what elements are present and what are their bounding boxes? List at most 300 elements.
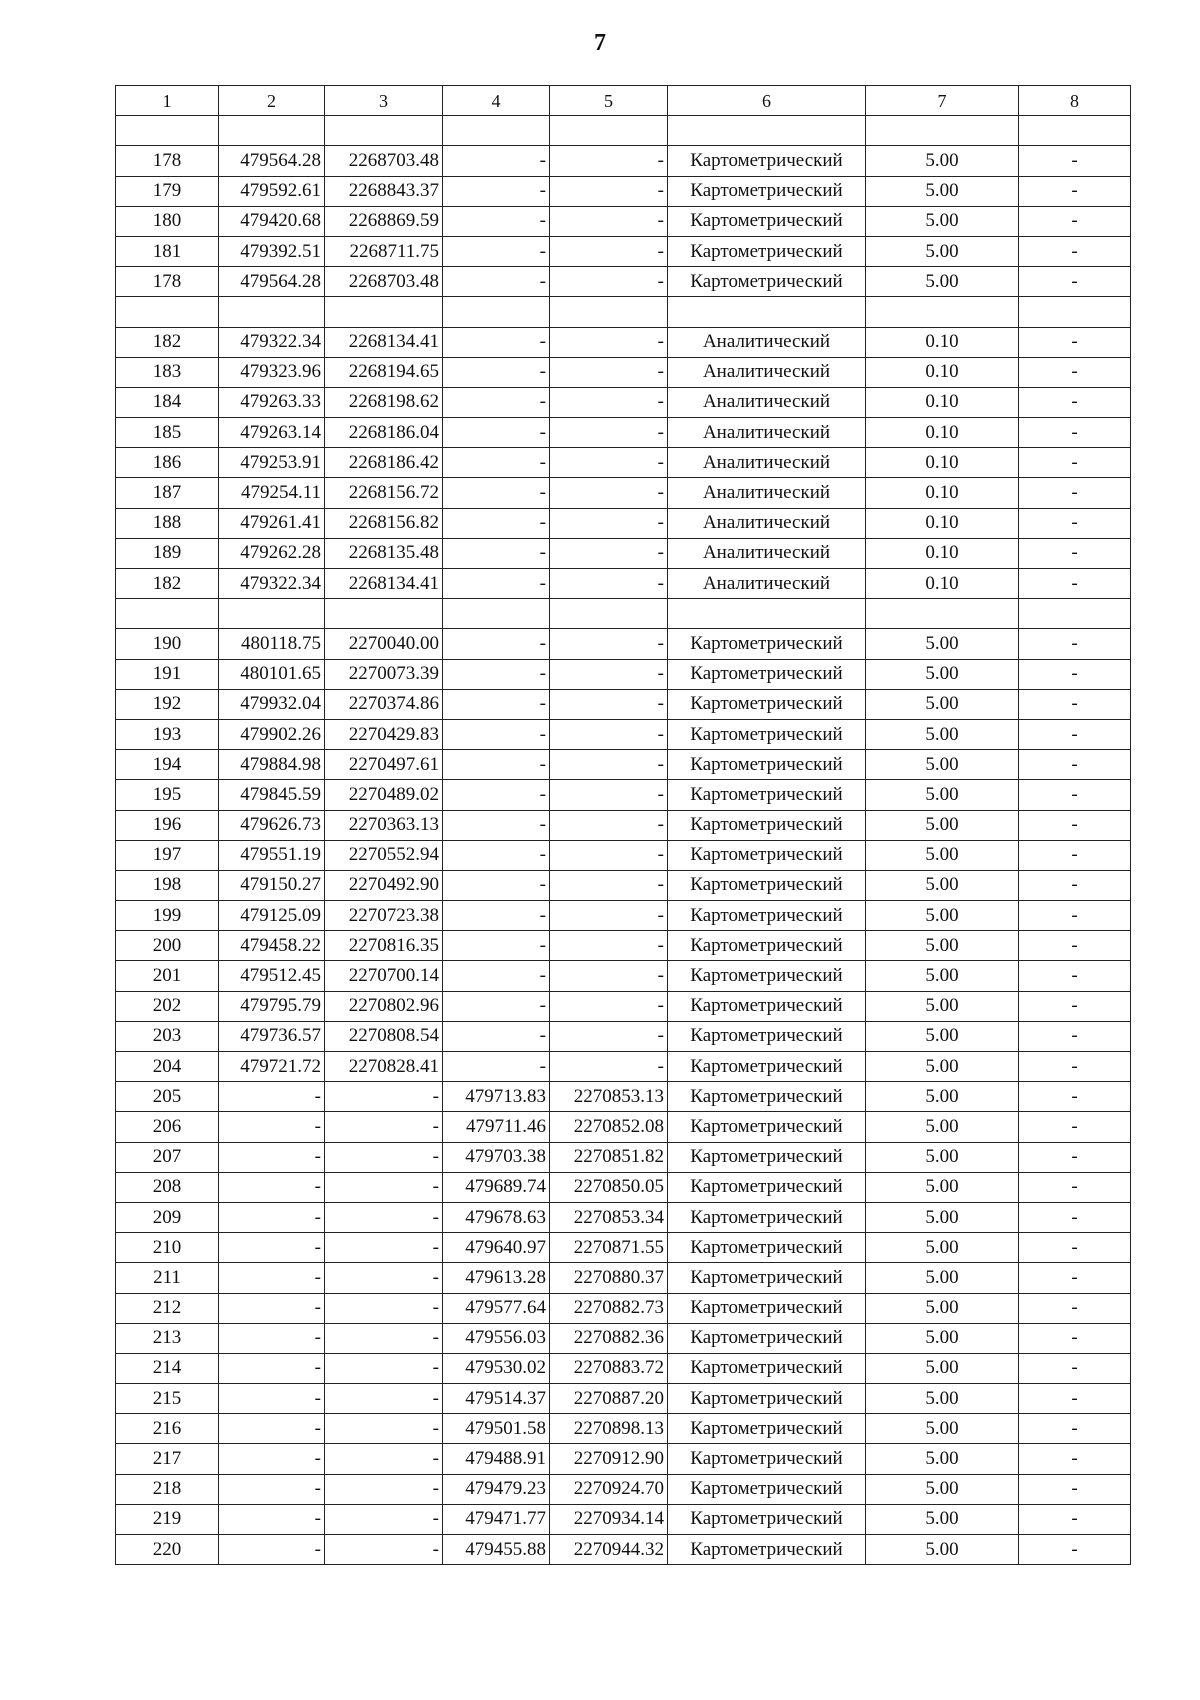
table-row <box>116 1142 1131 1172</box>
table-cell: Картометрический <box>668 1263 866 1293</box>
table-cell: 2270883.72 <box>550 1353 668 1383</box>
table-cell: 2270492.90 <box>325 870 443 900</box>
table-cell: - <box>550 206 668 236</box>
table-row <box>116 991 1131 1021</box>
table-cell: 5.00 <box>866 1052 1019 1082</box>
table-cell: Картометрический <box>668 1082 866 1112</box>
table-cell: 479736.57 <box>219 1021 325 1051</box>
table-cell: - <box>1019 1353 1131 1383</box>
table-cell <box>1019 599 1131 629</box>
table-cell: 2268194.65 <box>325 357 443 387</box>
table-cell: - <box>219 1112 325 1142</box>
table-cell <box>866 297 1019 327</box>
table-cell: 2270802.96 <box>325 991 443 1021</box>
table-cell: 0.10 <box>866 448 1019 478</box>
table-cell: 5.00 <box>866 1353 1019 1383</box>
table-cell: Картометрический <box>668 901 866 931</box>
table-cell: 2270497.61 <box>325 750 443 780</box>
table-cell: - <box>443 478 550 508</box>
table-cell: - <box>1019 1414 1131 1444</box>
table-cell: 185 <box>116 418 219 448</box>
table-row <box>116 1353 1131 1383</box>
table-cell: 5.00 <box>866 1112 1019 1142</box>
table-cell: 194 <box>116 750 219 780</box>
table-cell: 5.00 <box>866 1535 1019 1565</box>
table-cell: - <box>1019 689 1131 719</box>
table-cell: - <box>219 1233 325 1263</box>
table-cell <box>443 297 550 327</box>
table-cell: - <box>325 1474 443 1504</box>
table-cell: 479501.58 <box>443 1414 550 1444</box>
table-cell: - <box>443 1052 550 1082</box>
table-cell: Аналитический <box>668 569 866 599</box>
table-cell: 479678.63 <box>443 1202 550 1232</box>
table-cell: - <box>1019 1112 1131 1142</box>
table-cell: Картометрический <box>668 206 866 236</box>
table-row <box>116 1293 1131 1323</box>
table-cell: 203 <box>116 1021 219 1051</box>
table-cell: - <box>443 176 550 206</box>
table-row <box>116 1414 1131 1444</box>
table-cell: Картометрический <box>668 1142 866 1172</box>
table-cell: - <box>1019 961 1131 991</box>
table-cell: 5.00 <box>866 1082 1019 1112</box>
table-cell: 5.00 <box>866 206 1019 236</box>
table-cell: - <box>1019 508 1131 538</box>
table-cell: 2270944.32 <box>550 1535 668 1565</box>
table-cell: 5.00 <box>866 780 1019 810</box>
table-cell: - <box>325 1202 443 1232</box>
table-cell: 179 <box>116 176 219 206</box>
table-cell: - <box>1019 1504 1131 1534</box>
table-cell: - <box>325 1293 443 1323</box>
table-cell: 5.00 <box>866 1414 1019 1444</box>
table-cell: 5.00 <box>866 810 1019 840</box>
table-cell: 479577.64 <box>443 1293 550 1323</box>
table-cell: - <box>325 1444 443 1474</box>
table-cell: - <box>1019 1142 1131 1172</box>
table-cell: 479479.23 <box>443 1474 550 1504</box>
table-cell: 479564.28 <box>219 267 325 297</box>
table-cell: - <box>443 569 550 599</box>
table-cell: 479884.98 <box>219 750 325 780</box>
table-cell: Картометрический <box>668 931 866 961</box>
table-cell: Картометрический <box>668 1052 866 1082</box>
table-row <box>116 176 1131 206</box>
table-cell: - <box>550 1052 668 1082</box>
table-cell: 2270882.73 <box>550 1293 668 1323</box>
table-cell: - <box>1019 538 1131 568</box>
table-cell: - <box>550 418 668 448</box>
table-cell: 0.10 <box>866 508 1019 538</box>
table-cell: 2268186.42 <box>325 448 443 478</box>
table-cell: Картометрический <box>668 1172 866 1202</box>
table-cell: 193 <box>116 719 219 749</box>
table-row <box>116 267 1131 297</box>
table-cell: Картометрический <box>668 1414 866 1444</box>
table-cell: 479392.51 <box>219 236 325 266</box>
table-cell: - <box>325 1142 443 1172</box>
table-cell: - <box>443 357 550 387</box>
table-row <box>116 689 1131 719</box>
table-cell: 5.00 <box>866 1323 1019 1353</box>
table-cell: - <box>443 780 550 810</box>
table-cell: 199 <box>116 901 219 931</box>
table-cell: 178 <box>116 267 219 297</box>
table-cell: - <box>1019 478 1131 508</box>
table-cell: - <box>1019 991 1131 1021</box>
table-cell: 2268703.48 <box>325 267 443 297</box>
table-cell: - <box>325 1353 443 1383</box>
table-cell: 2268156.72 <box>325 478 443 508</box>
table-cell: Картометрический <box>668 1021 866 1051</box>
table-cell: - <box>1019 1233 1131 1263</box>
table-cell: - <box>1019 418 1131 448</box>
table-cell: 5.00 <box>866 961 1019 991</box>
column-header-2: 2 <box>219 86 325 116</box>
table-cell: 2270853.13 <box>550 1082 668 1112</box>
table-cell: 2268843.37 <box>325 176 443 206</box>
table-cell: 2270851.82 <box>550 1142 668 1172</box>
table-cell: 0.10 <box>866 327 1019 357</box>
table-cell: - <box>219 1293 325 1323</box>
table-cell: - <box>443 991 550 1021</box>
table-row <box>116 538 1131 568</box>
table-cell: - <box>325 1384 443 1414</box>
table-cell: - <box>1019 870 1131 900</box>
table-cell: Картометрический <box>668 1323 866 1353</box>
table-cell: - <box>1019 1444 1131 1474</box>
table-cell: Картометрический <box>668 1112 866 1142</box>
table-cell: - <box>443 146 550 176</box>
table-cell: 479613.28 <box>443 1263 550 1293</box>
table-cell: Картометрический <box>668 750 866 780</box>
table-cell <box>443 116 550 146</box>
table-cell: 198 <box>116 870 219 900</box>
table-row <box>116 1474 1131 1504</box>
table-cell: 191 <box>116 659 219 689</box>
table-cell: 479556.03 <box>443 1323 550 1353</box>
table-cell: - <box>443 931 550 961</box>
table-cell: - <box>550 689 668 719</box>
table-cell: - <box>219 1504 325 1534</box>
table-cell: - <box>1019 448 1131 478</box>
table-cell: - <box>325 1504 443 1534</box>
table-cell: 479263.14 <box>219 418 325 448</box>
table-cell: Картометрический <box>668 1353 866 1383</box>
table-cell: - <box>443 267 550 297</box>
table-cell <box>116 599 219 629</box>
table-cell: 2268135.48 <box>325 538 443 568</box>
table-cell: 0.10 <box>866 538 1019 568</box>
table-cell: - <box>1019 659 1131 689</box>
table-row <box>116 1202 1131 1232</box>
table-cell: 5.00 <box>866 1474 1019 1504</box>
table-cell: - <box>1019 357 1131 387</box>
table-cell: - <box>443 719 550 749</box>
table-row <box>116 327 1131 357</box>
table-cell: - <box>219 1323 325 1353</box>
table-cell: 217 <box>116 1444 219 1474</box>
table-cell: 479471.77 <box>443 1504 550 1534</box>
table-cell <box>550 297 668 327</box>
table-cell: 479261.41 <box>219 508 325 538</box>
table-cell: 208 <box>116 1172 219 1202</box>
column-header-8: 8 <box>1019 86 1131 116</box>
table-cell: 2268134.41 <box>325 327 443 357</box>
table-cell: 178 <box>116 146 219 176</box>
table-cell: 5.00 <box>866 840 1019 870</box>
table-cell: 190 <box>116 629 219 659</box>
table-row <box>116 478 1131 508</box>
table-cell: 201 <box>116 961 219 991</box>
table-cell: - <box>1019 1293 1131 1323</box>
table-cell: - <box>443 327 550 357</box>
table-cell: 2268703.48 <box>325 146 443 176</box>
table-cell: Картометрический <box>668 1293 866 1323</box>
table-cell: 209 <box>116 1202 219 1232</box>
table-cell: Картометрический <box>668 176 866 206</box>
table-cell: 479458.22 <box>219 931 325 961</box>
table-cell: - <box>1019 750 1131 780</box>
table-cell: - <box>1019 176 1131 206</box>
table-cell: 480118.75 <box>219 629 325 659</box>
table-cell: - <box>1019 236 1131 266</box>
table-cell: - <box>1019 1172 1131 1202</box>
table-cell: - <box>443 418 550 448</box>
table-cell: 5.00 <box>866 991 1019 1021</box>
table-cell: 5.00 <box>866 1444 1019 1474</box>
table-cell: - <box>443 448 550 478</box>
table-cell: 479512.45 <box>219 961 325 991</box>
table-cell: - <box>550 448 668 478</box>
table-cell: - <box>1019 146 1131 176</box>
table-cell <box>1019 297 1131 327</box>
table-cell: - <box>1019 387 1131 417</box>
table-cell: 479125.09 <box>219 901 325 931</box>
table-row <box>116 599 1131 629</box>
table-cell: 2268156.82 <box>325 508 443 538</box>
table-cell: - <box>550 870 668 900</box>
table-cell: 5.00 <box>866 1233 1019 1263</box>
table-header-row <box>116 86 1131 116</box>
table-row <box>116 1233 1131 1263</box>
table-cell: 479488.91 <box>443 1444 550 1474</box>
table-cell: 479150.27 <box>219 870 325 900</box>
table-cell: - <box>219 1082 325 1112</box>
table-cell: - <box>550 719 668 749</box>
table-cell: - <box>325 1414 443 1444</box>
table-cell: Картометрический <box>668 1535 866 1565</box>
table-cell: Аналитический <box>668 357 866 387</box>
table-cell: Аналитический <box>668 508 866 538</box>
table-cell: 5.00 <box>866 267 1019 297</box>
table-cell: 479420.68 <box>219 206 325 236</box>
table-cell: 210 <box>116 1233 219 1263</box>
table-cell: 479721.72 <box>219 1052 325 1082</box>
table-cell: 2270808.54 <box>325 1021 443 1051</box>
table-row <box>116 750 1131 780</box>
table-cell: - <box>1019 327 1131 357</box>
table-cell: Картометрический <box>668 689 866 719</box>
table-cell: 2268186.04 <box>325 418 443 448</box>
table-cell <box>668 599 866 629</box>
table-cell: - <box>550 840 668 870</box>
table-cell: Картометрический <box>668 236 866 266</box>
table-cell: 215 <box>116 1384 219 1414</box>
table-cell: 212 <box>116 1293 219 1323</box>
table-cell <box>866 599 1019 629</box>
table-row <box>116 1323 1131 1353</box>
table-cell: - <box>550 508 668 538</box>
table-row <box>116 1112 1131 1142</box>
table-row <box>116 387 1131 417</box>
column-header-7: 7 <box>866 86 1019 116</box>
table-cell: 0.10 <box>866 418 1019 448</box>
table-cell: Аналитический <box>668 538 866 568</box>
table-cell: 5.00 <box>866 176 1019 206</box>
table-cell: 479902.26 <box>219 719 325 749</box>
table-cell: - <box>325 1263 443 1293</box>
table-cell: 188 <box>116 508 219 538</box>
table-cell: 2270887.20 <box>550 1384 668 1414</box>
table-cell <box>866 116 1019 146</box>
table-cell: 479932.04 <box>219 689 325 719</box>
table-cell: 2270850.05 <box>550 1172 668 1202</box>
table-row <box>116 357 1131 387</box>
table-cell: 5.00 <box>866 1172 1019 1202</box>
table-cell: - <box>1019 1082 1131 1112</box>
table-cell: 5.00 <box>866 750 1019 780</box>
table-cell <box>550 116 668 146</box>
table-cell: 5.00 <box>866 146 1019 176</box>
table-cell: Картометрический <box>668 840 866 870</box>
table-cell: - <box>443 689 550 719</box>
table-cell: 2270073.39 <box>325 659 443 689</box>
table-cell: - <box>219 1172 325 1202</box>
table-cell <box>550 599 668 629</box>
table-cell: 5.00 <box>866 1504 1019 1534</box>
table-cell <box>668 116 866 146</box>
table-cell: 5.00 <box>866 1142 1019 1172</box>
table-cell: - <box>1019 931 1131 961</box>
table-cell: - <box>219 1384 325 1414</box>
table-cell: 211 <box>116 1263 219 1293</box>
table-cell: - <box>1019 810 1131 840</box>
table-cell: - <box>1019 1202 1131 1232</box>
table-cell: 479626.73 <box>219 810 325 840</box>
table-cell: Аналитический <box>668 418 866 448</box>
table-cell: 186 <box>116 448 219 478</box>
table-cell: 2270934.14 <box>550 1504 668 1534</box>
table-cell: 479795.79 <box>219 991 325 1021</box>
table-cell: - <box>1019 629 1131 659</box>
table-cell: 5.00 <box>866 236 1019 266</box>
table-cell: 2270882.36 <box>550 1323 668 1353</box>
table-cell: 479845.59 <box>219 780 325 810</box>
table-cell: 479322.34 <box>219 569 325 599</box>
table-cell: Аналитический <box>668 448 866 478</box>
table-cell: 5.00 <box>866 629 1019 659</box>
table-cell: - <box>219 1263 325 1293</box>
table-cell: 2270723.38 <box>325 901 443 931</box>
table-cell: - <box>550 267 668 297</box>
table-cell: 0.10 <box>866 569 1019 599</box>
table-row <box>116 780 1131 810</box>
table-cell: 196 <box>116 810 219 840</box>
table-row <box>116 1263 1131 1293</box>
table-cell: - <box>1019 840 1131 870</box>
table-cell: - <box>550 478 668 508</box>
table-cell: 2270871.55 <box>550 1233 668 1263</box>
table-cell: 2270898.13 <box>550 1414 668 1444</box>
table-cell: - <box>550 387 668 417</box>
table-cell: 192 <box>116 689 219 719</box>
table-cell: 206 <box>116 1112 219 1142</box>
table-cell: - <box>1019 206 1131 236</box>
table-cell: 181 <box>116 236 219 266</box>
table-cell <box>443 599 550 629</box>
table-cell: - <box>1019 719 1131 749</box>
table-cell: - <box>325 1172 443 1202</box>
table-cell: - <box>219 1202 325 1232</box>
table-cell: - <box>443 1021 550 1051</box>
table-cell: 479322.34 <box>219 327 325 357</box>
table-cell: - <box>443 387 550 417</box>
table-cell: - <box>1019 1474 1131 1504</box>
table-row <box>116 116 1131 146</box>
table-cell: 479713.83 <box>443 1082 550 1112</box>
table-cell: - <box>550 780 668 810</box>
table-cell: Аналитический <box>668 478 866 508</box>
table-cell: - <box>325 1082 443 1112</box>
table-cell: - <box>443 508 550 538</box>
table-row <box>116 931 1131 961</box>
table-row <box>116 810 1131 840</box>
table-cell: - <box>1019 1052 1131 1082</box>
table-cell: - <box>1019 1021 1131 1051</box>
table-row <box>116 1021 1131 1051</box>
table-cell: 5.00 <box>866 870 1019 900</box>
table-row <box>116 1444 1131 1474</box>
table-cell: 189 <box>116 538 219 568</box>
table-cell: 479514.37 <box>443 1384 550 1414</box>
table-cell: 0.10 <box>866 387 1019 417</box>
table-cell: 2270912.90 <box>550 1444 668 1474</box>
table-cell: - <box>1019 1384 1131 1414</box>
coordinates-table <box>115 85 1131 1565</box>
table-cell: 5.00 <box>866 1293 1019 1323</box>
table-cell: 5.00 <box>866 1384 1019 1414</box>
table-row <box>116 659 1131 689</box>
table-cell: Картометрический <box>668 267 866 297</box>
table-cell: 2270828.41 <box>325 1052 443 1082</box>
table-cell: Картометрический <box>668 146 866 176</box>
table-cell: 2270816.35 <box>325 931 443 961</box>
table-cell: 180 <box>116 206 219 236</box>
table-cell: - <box>550 357 668 387</box>
table-cell: - <box>550 659 668 689</box>
table-cell: - <box>443 236 550 266</box>
table-cell: 207 <box>116 1142 219 1172</box>
table-cell: 184 <box>116 387 219 417</box>
table-cell: 2270363.13 <box>325 810 443 840</box>
table-cell: - <box>443 206 550 236</box>
table-cell: - <box>443 750 550 780</box>
table-cell: - <box>550 810 668 840</box>
table-row <box>116 1052 1131 1082</box>
table-cell: - <box>219 1444 325 1474</box>
